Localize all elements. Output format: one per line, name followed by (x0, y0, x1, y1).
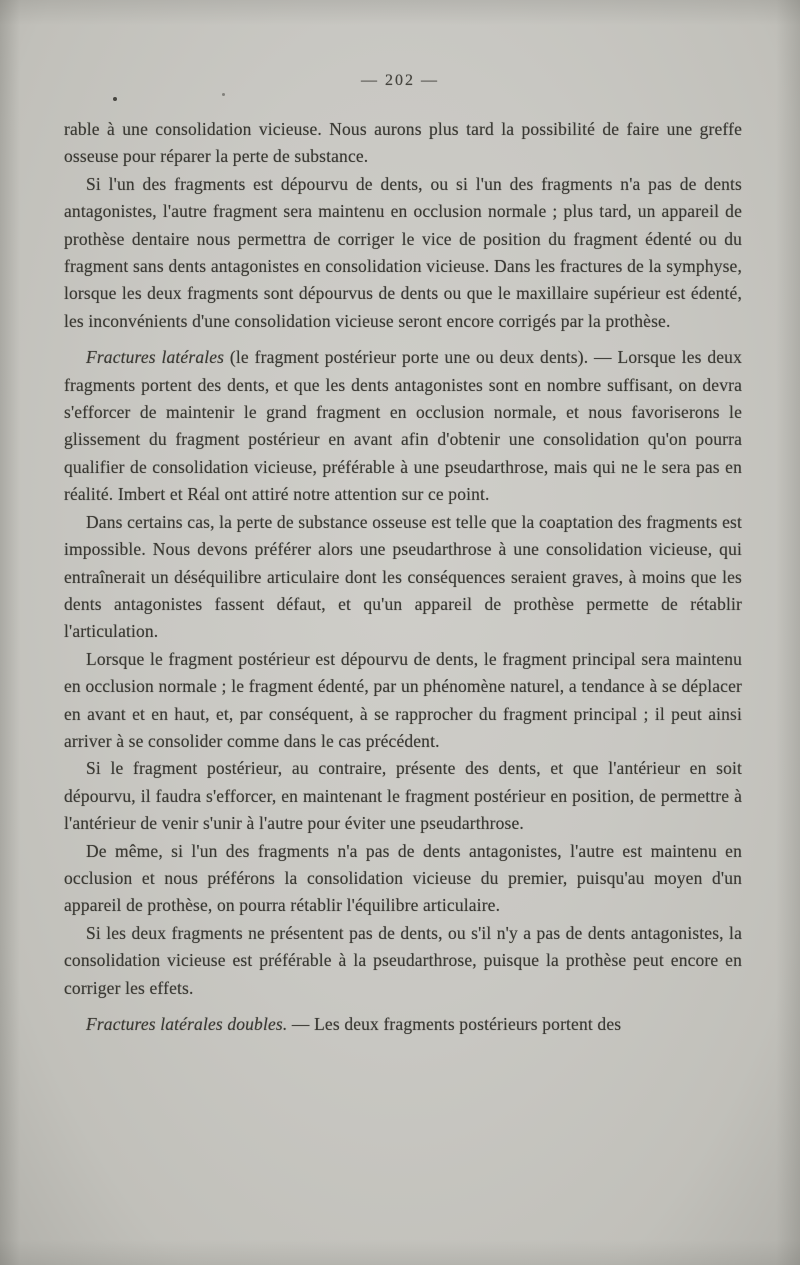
section-lead-italic: Fractures latérales doubles. (86, 1014, 288, 1034)
paragraph: De même, si l'un des fragments n'a pas de dents antagonistes, l'autre est maintenu en occlusion et nous préférons la consolidation vicieuse du premier, puisqu'au moyen d'un appareil de prothèse, on pourra rétablir l'équilibre articulaire. (64, 840, 742, 916)
paragraph-continuation: rable à une consolidation vicieuse. Nous aurons plus tard la possibilité de faire une greffe osseuse pour réparer la perte de substance. (64, 119, 742, 167)
scan-artifact-speck (222, 93, 225, 96)
paragraph: Lorsque le fragment postérieur est dépourvu de dents, le fragment principal sera maintenu en occlusion normale ; le fragment édenté, par un phénomène naturel, a tendance à se déplacer en avant et en haut, et, par conséquent, à se rapprocher du fragment principal ; il peut ainsi arriver à se consolider comme dans le cas précédent. (64, 648, 742, 751)
paragraph-fractures-laterales-doubles (64, 1011, 742, 1038)
paragraph: Si les deux fragments ne présentent pas de dents, ou s'il n'y a pas de dents antagonistes, la consolidation vicieuse est préférable à la pseudarthrose, puisque la prothèse peut encore en corriger les effets. (64, 922, 742, 998)
paragraph: Si le fragment postérieur, au contraire, présente des dents, et que l'antérieur en soit dépourvu, il faudra s'efforcer, en maintenant le fragment postérieur en position, de permettre à l'antérieur de venir s'unir à l'autre pour éviter une pseudarthrose. (64, 758, 742, 834)
paragraph-text: — Les deux fragments postérieurs portent des (287, 1014, 622, 1034)
paragraph-text: (le fragment postérieur porte une ou deux dents). — Lorsque les deux fragments portent des dents, et que les dents antagonistes sont en nombre suffisant, on devra s'efforcer de maintenir le grand fragment en occlusion normale, et nous favoriserons le glissement du fragment postérieur en avant afin d'obtenir une consolidation qu'on pourra qualifier de consolidation vicieuse, préférable à une pseudarthrose, mais qui ne le sera pas en réalité. Imbert et Réal ont attiré notre attention sur ce point. (64, 347, 742, 505)
section-lead-italic: Fractures latérales (86, 347, 225, 368)
page-text-block (64, 116, 742, 1038)
paragraph: Si l'un des fragments est dépourvu de dents, ou si l'un des fragments n'a pas de dents antagonistes, l'autre fragment sera maintenu en occlusion normale ; plus tard, un appareil de prothèse dentaire nous permettra de corriger le vice de position du fragment édenté ou du fragment sans dents antagonistes en consolidation vicieuse. Dans les fractures de la symphyse, lorsque les deux fragments sont dépourvus de dents ou que le maxillaire supérieur est édenté, les inconvénients d'une consolidation vicieuse seront encore corrigés par la prothèse. (64, 173, 742, 331)
paragraph: Dans certains cas, la perte de substance osseuse est telle que la coaptation des fragments est impossible. Nous devons préférer alors une pseudarthrose à une consolidation vicieuse, qui entraînerait un déséquilibre articulaire dont les conséquences seraient graves, à moins que les dents antagonistes fassent défaut, et qu'un appareil de prothèse permette de rétablir l'articulation. (64, 511, 742, 642)
paragraph-fractures-laterales (64, 344, 742, 508)
scan-artifact-speck (113, 97, 117, 101)
page-number: — 202 — (361, 72, 439, 89)
